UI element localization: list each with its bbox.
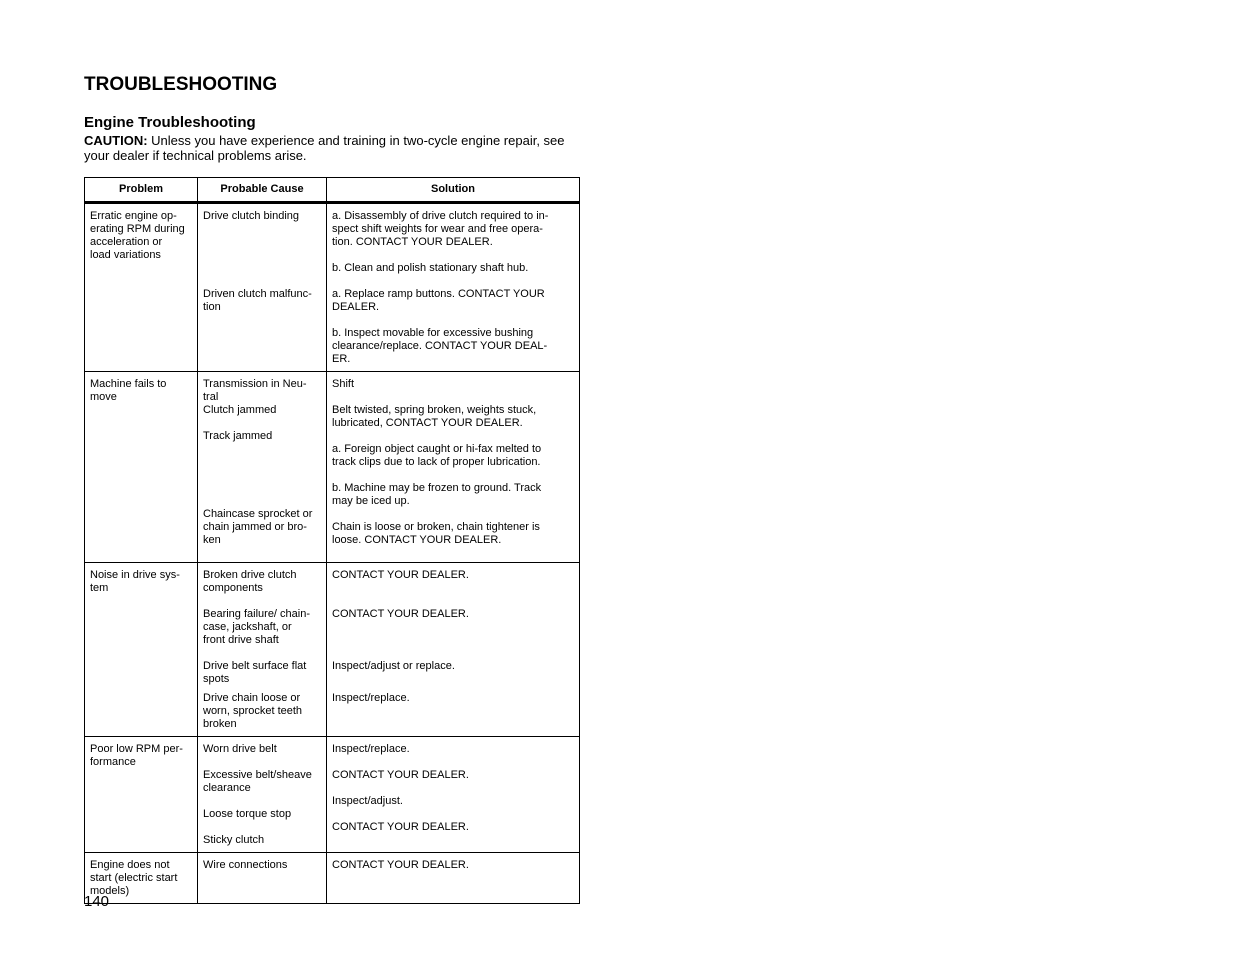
cause-entry: Bearing failure/ chain- case, jackshaft, or front drive shaft (203, 608, 311, 646)
header-solution: Solution (327, 178, 580, 203)
solution-entry: a. Replace ramp buttons. CONTACT YOUR DEALER. (332, 288, 545, 313)
solution-entry: Inspect/replace. (332, 743, 410, 755)
table-row (85, 563, 580, 737)
solution-entry: CONTACT YOUR DEALER. (332, 608, 469, 620)
problem-text: Machine fails to move (90, 378, 167, 403)
solution-entry: CONTACT YOUR DEALER. (332, 769, 469, 781)
solution-entry: a. Disassembly of drive clutch required to in- spect shift weights for wear and free opera- tion. CONTACT YOUR DEALER. (332, 210, 549, 248)
page-number: 140 (84, 893, 110, 910)
table-row (85, 372, 580, 563)
solution-entry: CONTACT YOUR DEALER. (332, 859, 469, 871)
cause-cell (198, 563, 327, 737)
solution-entry: Inspect/adjust. (332, 795, 403, 807)
cause-entry: Broken drive clutch components (203, 569, 297, 594)
cause-entry: Drive belt surface flat spots (203, 660, 307, 685)
cause-cell (198, 737, 327, 853)
cause-entry: Transmission in Neu- tral Clutch jammed (203, 378, 307, 416)
solution-entry: Inspect/replace. (332, 692, 410, 704)
problem-cell (85, 372, 198, 563)
solution-cell (327, 563, 580, 737)
problem-text: Poor low RPM per- formance (90, 743, 183, 768)
table-row (85, 737, 580, 853)
solution-cell (327, 203, 580, 372)
solution-entry: b. Inspect movable for excessive bushing clearance/replace. CONTACT YOUR DEAL- ER. (332, 327, 548, 365)
cause-entry: Wire connections (203, 859, 288, 871)
solution-entry: CONTACT YOUR DEALER. (332, 569, 469, 581)
solution-entry: Inspect/adjust or replace. (332, 660, 455, 672)
cause-entry: Drive clutch binding (203, 210, 299, 222)
solution-cell (327, 853, 580, 904)
solution-entry: b. Machine may be frozen to ground. Track may be iced up. (332, 482, 542, 507)
page-title: TROUBLESHOOTING (84, 74, 278, 95)
section-title: Engine Troubleshooting (84, 114, 256, 131)
cause-entry: Worn drive belt (203, 743, 277, 755)
table-row (85, 853, 580, 904)
solution-entry: b. Clean and polish stationary shaft hub. (332, 262, 529, 274)
header-problem: Problem (85, 178, 198, 203)
header-probable-cause: Probable Cause (198, 178, 327, 203)
problem-cell (85, 737, 198, 853)
problem-cell (85, 563, 198, 737)
table-row (85, 203, 580, 372)
caution-text: Unless you have experience and training in two-cycle engine repair, see your dealer if technical problems arise. (84, 133, 565, 163)
cause-entry: Sticky clutch (203, 834, 265, 846)
cause-cell (198, 372, 327, 563)
table-header-row (85, 178, 580, 203)
problem-cell (85, 203, 198, 372)
problem-text: Engine does not start (electric start models) (90, 859, 178, 897)
caution-note (84, 133, 584, 163)
cause-cell (198, 853, 327, 904)
cause-entry: Chaincase sprocket or chain jammed or bro- ken (203, 508, 313, 546)
solution-cell (327, 737, 580, 853)
solution-cell (327, 372, 580, 563)
cause-entry: Drive chain loose or worn, sprocket teeth broken (203, 692, 303, 730)
troubleshooting-table (84, 177, 580, 904)
solution-entry: CONTACT YOUR DEALER. (332, 821, 469, 833)
cause-entry: Loose torque stop (203, 808, 292, 820)
solution-entry: a. Foreign object caught or hi-fax melted to track clips due to lack of proper lubrication. (332, 443, 542, 468)
problem-text: Erratic engine op- erating RPM during acceleration or load variations (90, 210, 185, 261)
cause-entry: Driven clutch malfunc- tion (203, 288, 312, 313)
cause-cell (198, 203, 327, 372)
solution-entry: Shift Belt twisted, spring broken, weights stuck, lubricated, CONTACT YOUR DEALER. (332, 378, 537, 429)
cause-entry: Excessive belt/sheave clearance (203, 769, 312, 794)
solution-entry: Chain is loose or broken, chain tightener is loose. CONTACT YOUR DEALER. (332, 521, 540, 546)
caution-label: CAUTION: (84, 133, 148, 148)
problem-text: Noise in drive sys- tem (90, 569, 180, 594)
cause-entry: Track jammed (203, 430, 273, 442)
